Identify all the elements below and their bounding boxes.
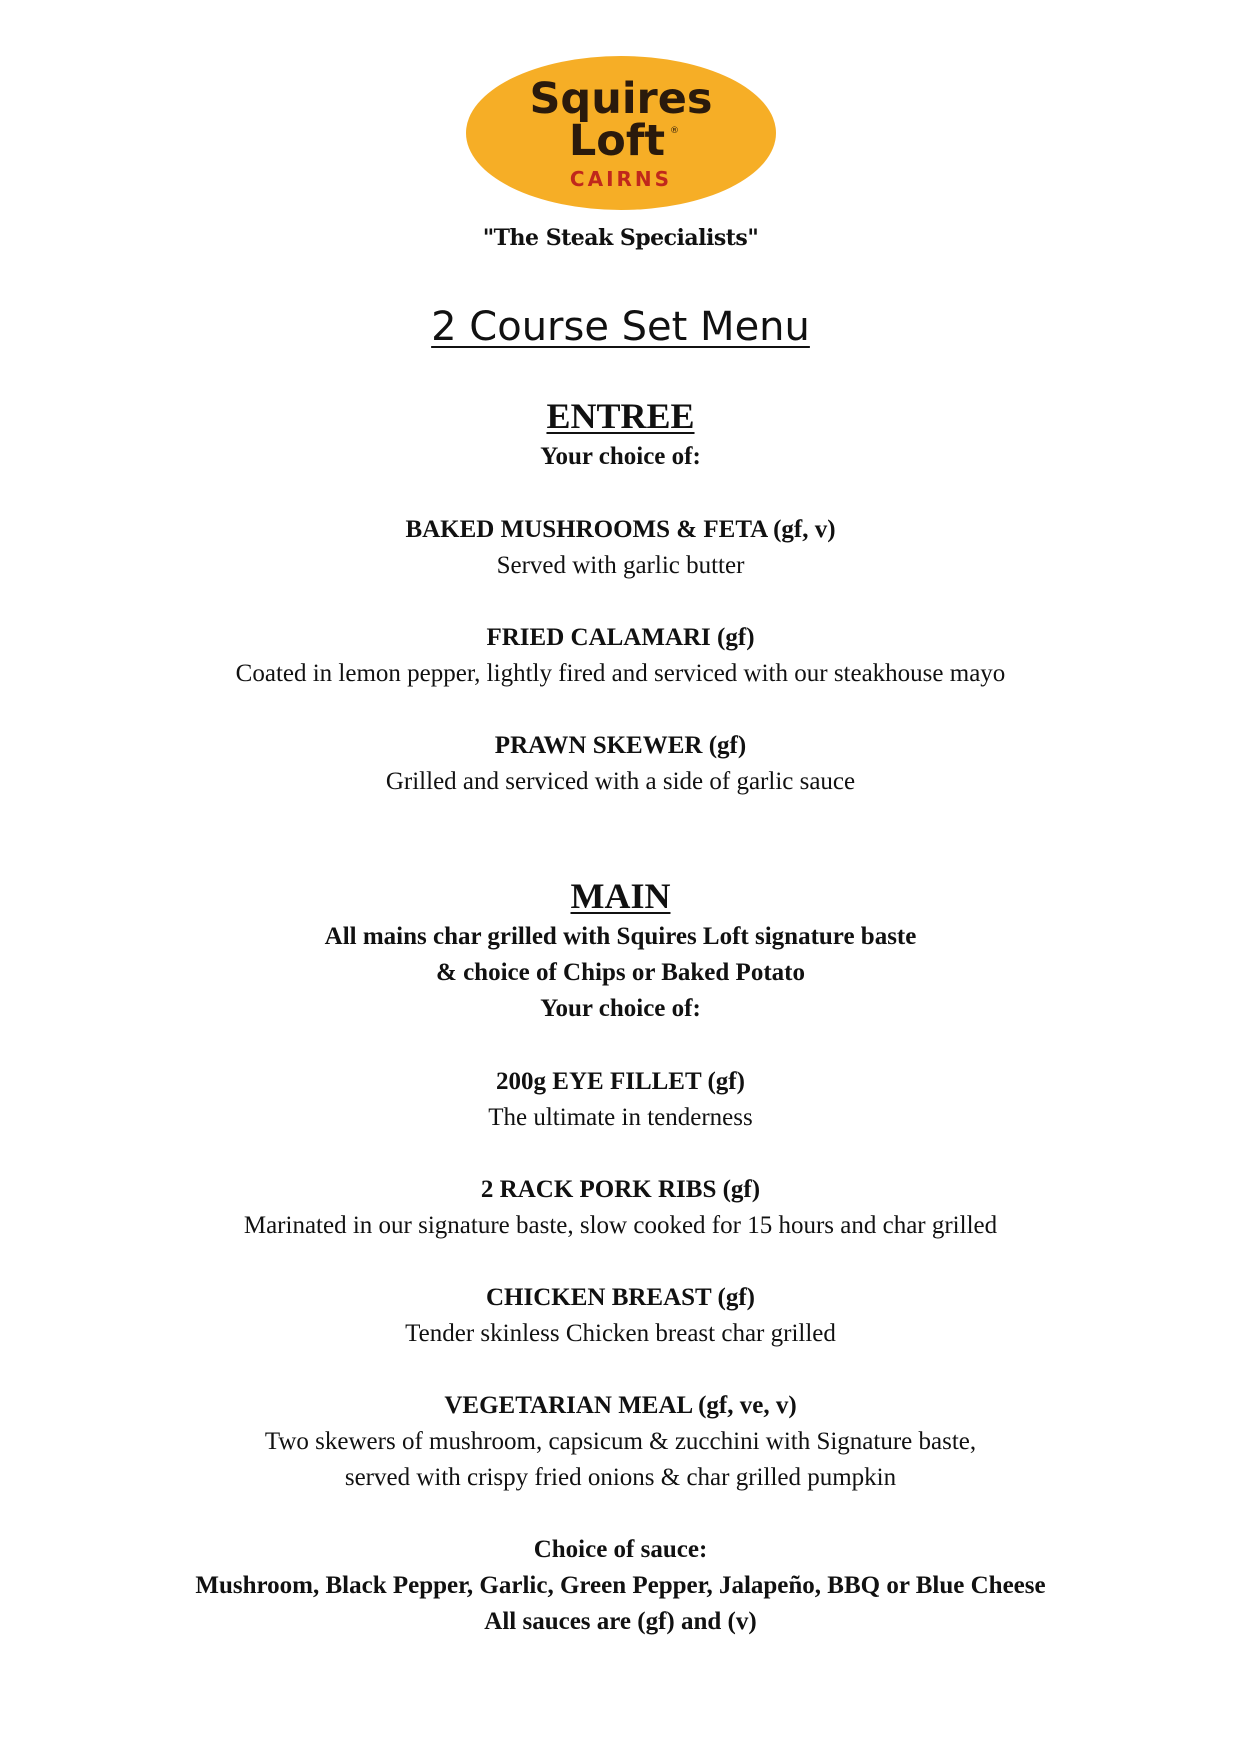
sauce-list: Mushroom, Black Pepper, Garlic, Green Pepper, Jalapeño, BBQ or Blue Cheese	[195, 1572, 1046, 1599]
logo-oval-graphic	[465, 55, 777, 211]
entree-item-desc: Served with garlic butter	[496, 552, 745, 579]
main-item-desc-line2: served with crispy fried onions & char grilled pumpkin	[344, 1464, 897, 1491]
entree-heading-text: ENTREE	[546, 396, 695, 436]
squires-loft-logo	[465, 55, 777, 211]
tagline: "The Steak Specialists"	[482, 225, 759, 251]
logo-line2: Loft	[568, 116, 666, 166]
main-heading	[0, 875, 1241, 917]
entree-item-name: PRAWN SKEWER (gf)	[494, 732, 747, 759]
main-intro-line3: Your choice of:	[540, 995, 701, 1022]
menu-title	[0, 304, 1241, 350]
menu-title-text: 2 Course Set Menu	[431, 304, 810, 350]
entree-item-desc: Grilled and serviced with a side of garlic sauce	[385, 768, 856, 795]
main-heading-text: MAIN	[570, 876, 671, 916]
main-item-desc: Tender skinless Chicken breast char grilled	[405, 1320, 836, 1347]
main-intro-line2: & choice of Chips or Baked Potato	[436, 959, 805, 986]
entree-item-name: FRIED CALAMARI (gf)	[486, 624, 755, 651]
main-intro-line1: All mains char grilled with Squires Loft signature baste	[324, 923, 917, 950]
entree-item-name: BAKED MUSHROOMS & FETA (gf, v)	[405, 516, 836, 543]
entree-heading	[0, 395, 1241, 437]
entree-intro: Your choice of:	[540, 443, 701, 470]
sauce-note: All sauces are (gf) and (v)	[484, 1608, 757, 1635]
main-item-desc: Marinated in our signature baste, slow cooked for 15 hours and char grilled	[243, 1212, 998, 1239]
main-item-name: CHICKEN BREAST (gf)	[485, 1284, 756, 1311]
main-item-name: VEGETARIAN MEAL (gf, ve, v)	[444, 1392, 797, 1419]
entree-item-desc: Coated in lemon pepper, lightly fired and serviced with our steakhouse mayo	[235, 660, 1006, 687]
main-item-desc: Two skewers of mushroom, capsicum & zucchini with Signature baste,	[264, 1428, 977, 1455]
main-item-name: 2 RACK PORK RIBS (gf)	[480, 1176, 761, 1203]
logo-city: CAIRNS	[569, 167, 673, 191]
logo-line1: Squires	[529, 74, 713, 124]
main-item-desc: The ultimate in tenderness	[488, 1104, 753, 1131]
logo-registered-mark: ®	[670, 126, 679, 136]
main-item-name: 200g EYE FILLET (gf)	[496, 1068, 745, 1095]
sauce-heading: Choice of sauce:	[533, 1536, 708, 1563]
